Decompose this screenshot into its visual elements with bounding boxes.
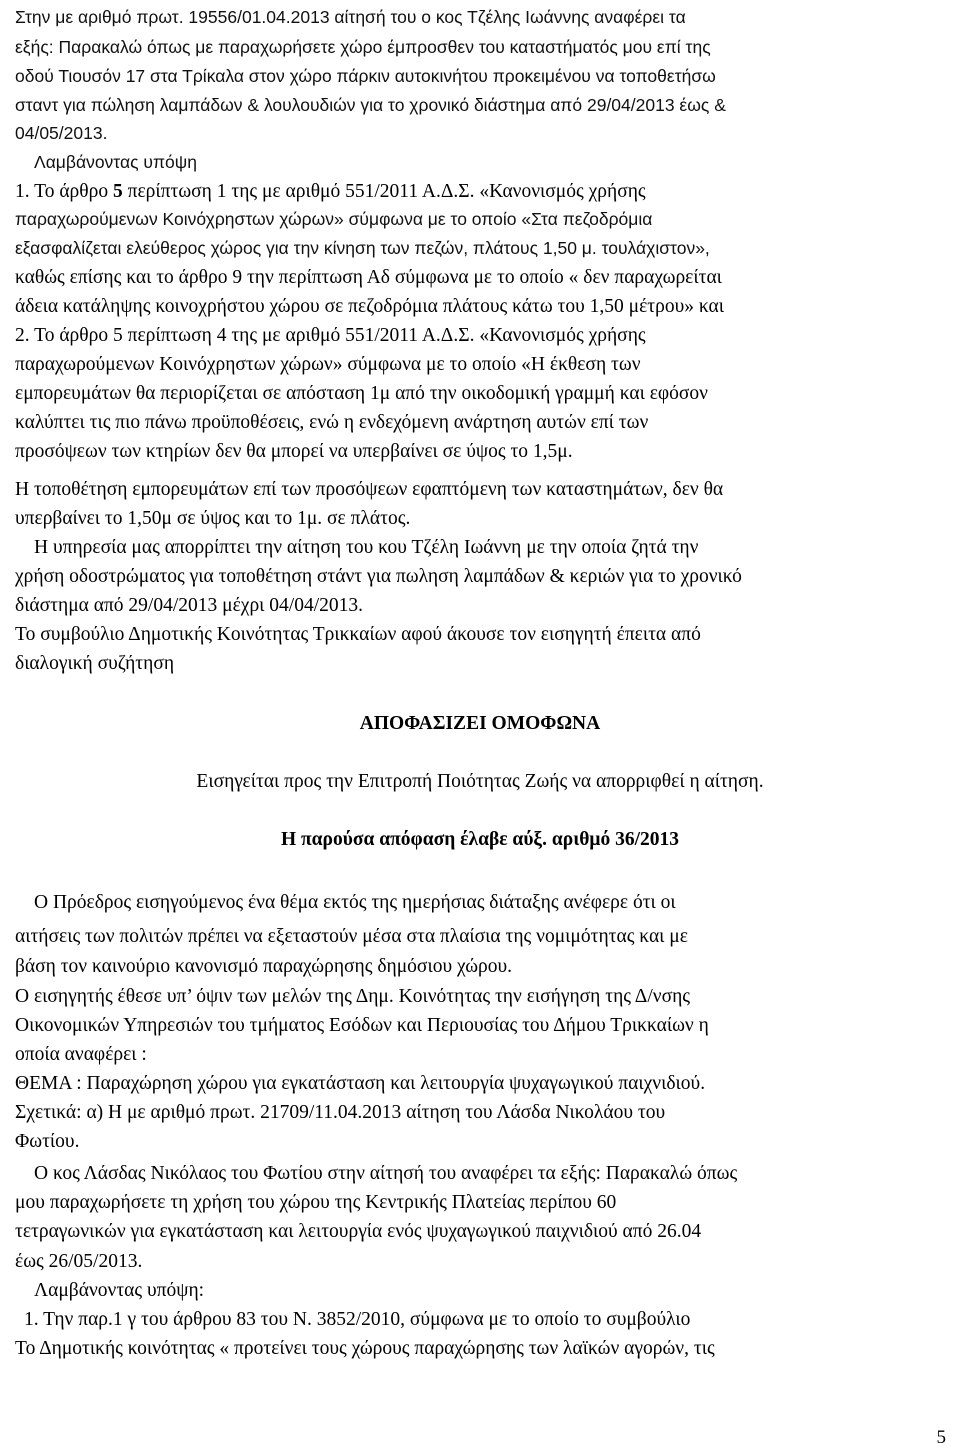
text-line: ΘΕΜΑ : Παραχώρηση χώρου για εγκατάσταση και λειτουργία ψυχαγωγικού παιχνιδιού. — [15, 1073, 706, 1094]
decision-text: Εισηγείται προς την Επιτροπή Ποιότητας Ζωής να απορριφθεί η αίτηση. — [196, 771, 764, 792]
text-line: 2. Το άρθρο 5 περίπτωση 4 της με αριθμό 551/2011 Α.Δ.Σ. «Κανονισμός χρήσης — [15, 325, 646, 346]
text-line: διάστημα από 29/04/2013 μέχρι 04/04/2013. — [15, 595, 364, 616]
text-line: έως 26/05/2013. — [15, 1251, 143, 1272]
text-line: Φωτίου. — [15, 1131, 80, 1152]
text-line: οδού Τιουσόν 17 στα Τρίκαλα στον χώρο πάρκιν αυτοκινήτου προκειμένου να τοποθετήσω — [15, 66, 716, 86]
text-line: Ο Πρόεδρος εισηγούμενος ένα θέμα εκτός της ημερήσιας διάταξης ανέφερε ότι οι — [34, 892, 676, 913]
text-line: Το συμβούλιο Δημοτικής Κοινότητας Τρικκαίων αφού άκουσε τον εισηγητή έπειτα από — [15, 624, 701, 645]
text-line: αιτήσεις των πολιτών πρέπει να εξεταστούν μέσα στα πλαίσια της νομιμότητας και με — [15, 926, 688, 947]
text-line: καλύπτει τις πιο πάνω προϋποθέσεις, ενώ η ενδεχόμενη ανάρτηση αυτών επί των — [15, 412, 649, 433]
text-line: καθώς επίσης και το άρθρο 9 την περίπτωση Αδ σύμφωνα με το οποίο « δεν παραχωρείται — [15, 267, 722, 288]
text-line: διαλογική συζήτηση — [15, 653, 175, 674]
text-line: τετραγωνικών για εγκατάσταση και λειτουργία ενός ψυχαγωγικού παιχνιδιού από 26.04 — [15, 1221, 702, 1242]
text-line: Το Δημοτικής κοινότητας « προτείνει τους χώρους παραχώρησης των λαϊκών αγορών, τις — [15, 1338, 715, 1359]
text-line: μου παραχωρήσετε τη χρήση του χώρου της Κεντρικής Πλατείας περίπου 60 — [15, 1192, 617, 1213]
text-line: άδεια κατάληψης κοινοχρήστου χώρου σε πεζοδρόμια πλάτους κάτω του 1,50 μέτρου» και — [15, 296, 724, 317]
text-line: προσόψεων των κτηρίων δεν θα μπορεί να υπερβαίνει σε ύψος το 1,5μ. — [15, 441, 573, 462]
text-line: υπερβαίνει το 1,50μ σε ύψος και το 1μ. σε πλάτος. — [15, 508, 411, 529]
text-line: εξασφαλίζεται ελεύθερος χώρος για την κίνηση των πεζών, πλάτους 1,50 μ. τουλάχιστον», — [15, 238, 710, 258]
text-line: Λαμβάνοντας υπόψη: — [34, 1280, 205, 1301]
text-line: Στην με αριθμό πρωτ. 19556/01.04.2013 αίτησή του ο κος Τζέλης Ιωάννης αναφέρει τα — [15, 7, 686, 27]
text-line: Ο κος Λάσδας Νικόλαος του Φωτίου στην αίτησή του αναφέρει τα εξής: Παρακαλώ όπως — [34, 1163, 738, 1184]
text-line: σταντ για πώληση λαμπάδων & λουλουδιών για το χρονικό διάστημα από 29/04/2013 έως & — [15, 95, 726, 115]
decision-heading: ΑΠΟΦΑΣΙΖΕΙ ΟΜΟΦΩΝΑ — [359, 713, 601, 734]
text-line: χρήση οδοστρώματος για τοποθέτηση στάντ για πωληση λαμπάδων & κεριών για το χρονικό — [15, 566, 742, 587]
text-line: 1. Την παρ.1 γ του άρθρου 83 του Ν. 3852/2010, σύμφωνα με το οποίο το συμβούλιο — [24, 1309, 691, 1330]
text-line: παραχωρούμενων Κοινόχρηστων χώρων» σύμφωνα με το οποίο «Στα πεζοδρόμια — [15, 209, 653, 229]
article-1-line: 1. Το άρθρο 5 περίπτωση 1 της με αριθμό 551/2011 Α.Δ.Σ. «Κανονισμός χρήσης — [15, 181, 646, 202]
text-line: Οικονομικών Υπηρεσιών του τμήματος Εσόδων και Περιουσίας του Δήμου Τρικκαίων η — [15, 1015, 709, 1036]
decision-number: Η παρούσα απόφαση έλαβε αύξ. αριθμό 36/2013 — [280, 829, 680, 850]
text-line: Λαμβάνοντας υπόψη — [34, 152, 197, 172]
text-line: εξής: Παρακαλώ όπως με παραχωρήσετε χώρο έμπροσθεν του καταστήματός μου επί της — [15, 37, 711, 57]
text-line: 04/05/2013. — [15, 123, 108, 143]
text-line: οποία αναφέρει : — [15, 1044, 147, 1065]
page-number: 5 — [936, 1427, 946, 1448]
text-line: Σχετικά: α) Η με αριθμό πρωτ. 21709/11.04.2013 αίτηση του Λάσδα Νικολάου του — [15, 1102, 666, 1123]
text-line: Ο εισηγητής έθεσε υπ’ όψιν των μελών της Δημ. Κοινότητας την εισήγηση της Δ/νσης — [15, 986, 690, 1007]
text-line: Η υπηρεσία μας απορρίπτει την αίτηση του κου Τζέλη Ιωάννη με την οποία ζητά την — [34, 537, 699, 558]
text-line: παραχωρούμενων Κοινόχρηστων χώρων» σύμφωνα με το οποίο «Η έκθεση των — [15, 354, 641, 375]
text-line: βάση τον καινούριο κανονισμό παραχώρησης δημόσιου χώρου. — [15, 956, 513, 977]
text-line: εμπορευμάτων θα περιορίζεται σε απόσταση 1μ από την οικοδομική γραμμή και εφόσον — [15, 383, 708, 404]
text-line: Η τοποθέτηση εμπορευμάτων επί των προσόψεων εφαπτόμενη των καταστημάτων, δεν θα — [15, 479, 724, 500]
